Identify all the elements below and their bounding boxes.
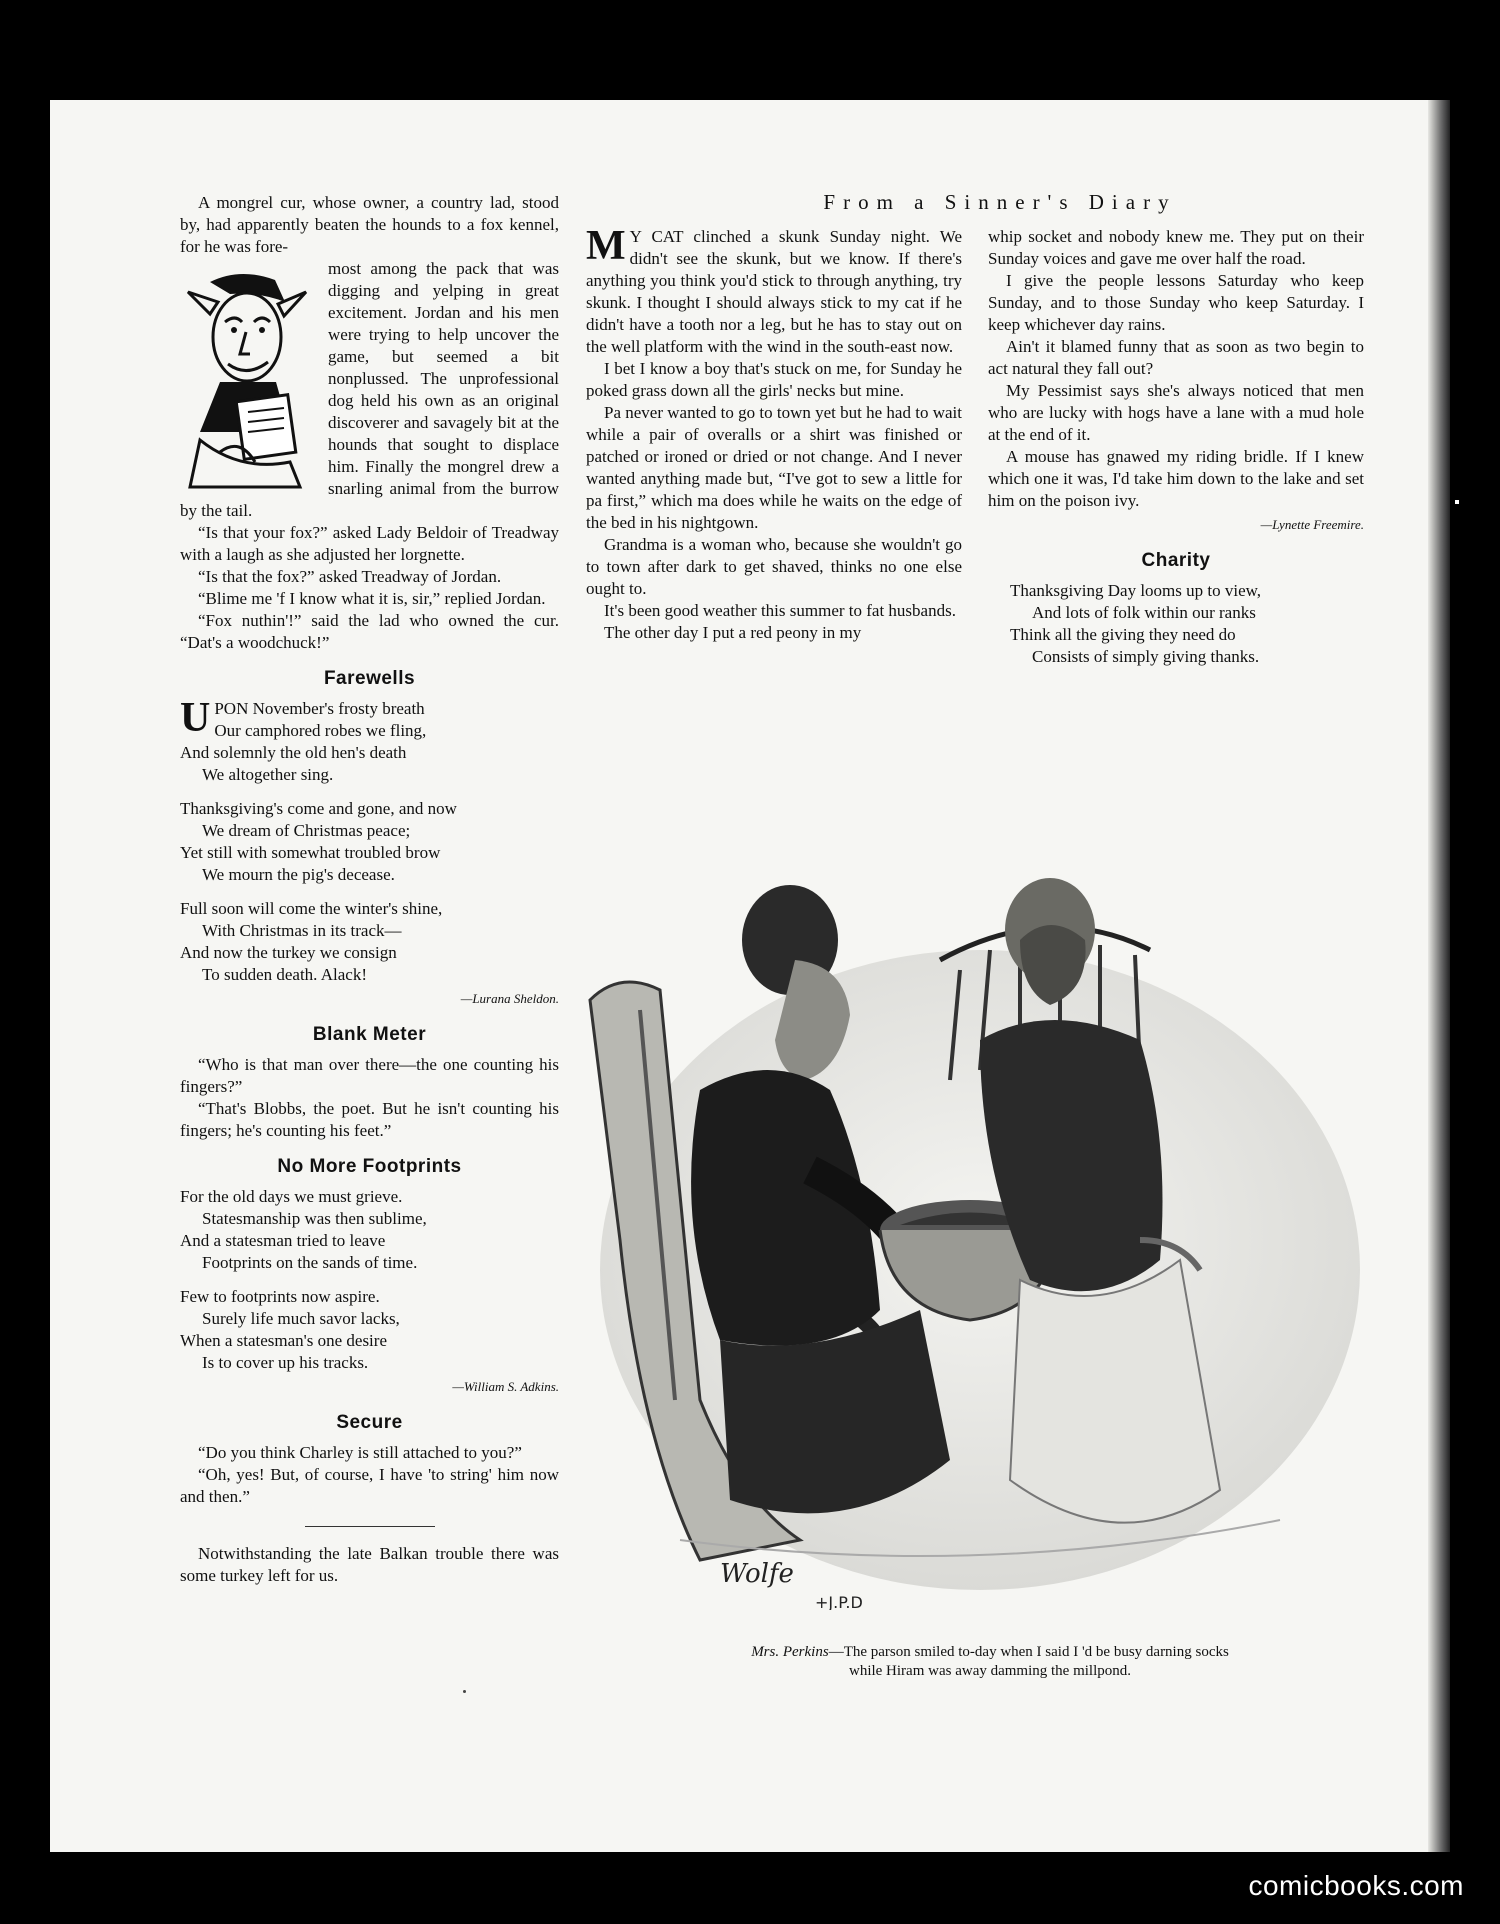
poem-line: Surely life much savor lacks, [202,1309,400,1328]
poem-line: With Christmas in its track— [202,921,402,940]
poem-charity [988,580,1364,668]
story-continued: most among the pack that was digging and yelping in great excitement. Jordan and his men were trying to help uncover the game, but seemed a bit nonplussed. The unprofessional dog held his own as an original discoverer and savagely bit at the hounds that sought to displace him. Finally the mongrel drew a snarling animal from the burrow by the tail. [180,259,559,520]
diary-paragraph: A mouse has gnawed my riding bridle. If I knew which one it was, I'd take him down to the lake and set him on the poison ivy. [988,447,1364,510]
diary-title: From a Sinner's Diary [823,190,1177,214]
secure-paragraph: “Oh, yes! But, of course, I have 'to string' him now and then.” [180,1465,559,1506]
signature: —Lurana Sheldon. [460,991,559,1006]
page-edge-shadow [1428,100,1450,1852]
illustration-caption [620,1643,1360,1681]
mongrel-story [180,192,559,522]
secure-paragraph: “Do you think Charley is still attached to you?” [198,1443,522,1462]
heading-blank-meter: Blank Meter [312,1024,427,1045]
caption-speaker: Mrs. Perkins [751,1644,829,1660]
poem-line: Think all the giving they need do [1010,625,1236,644]
poem-line: Full soon will come the winter's shine, [180,899,443,918]
story-paragraph: “Is that the fox?” asked Treadway of Jordan. [198,567,502,586]
poem-line: And solemnly the old hen's death [180,743,407,762]
poem-line: Few to footprints now aspire. [180,1287,380,1306]
diary-paragraph: The other day I put a red peony in my [604,623,862,642]
poem-line: When a statesman's one desire [180,1331,387,1350]
poem-line: Consists of simply giving thanks. [1032,647,1260,666]
poem-line: Thanksgiving's come and gone, and now [180,799,457,818]
blank-meter-paragraph: “That's Blobbs, the poet. But he isn't counting his fingers; he's counting his feet.” [180,1099,559,1140]
diary-paragraph: My Pessimist says she's always noticed that men who are lucky with hogs have a lane with a mud hole at the end of it. [988,381,1364,444]
caption-line-1: —The parson smiled to-day when I said I 'd be busy darning socks [828,1644,1229,1660]
dropcap: U [180,695,211,741]
heading-secure: Secure [336,1412,403,1433]
poem-line: Our camphored robes we fling, [214,721,427,740]
illustration-two-women-knitting [580,840,1365,1610]
heading-charity: Charity [1141,550,1211,571]
stanza [180,1286,559,1374]
poem-line: Footprints on the sands of time. [202,1253,418,1272]
poem-line: Is to cover up his tracks. [202,1353,369,1372]
diary-column-1 [586,223,962,644]
story-intro: A mongrel cur, whose owner, a country lad, stood by, had apparently beaten the hounds to a fox kennel, for he was fore- [180,193,559,256]
blank-meter-paragraph: “Who is that man over there—the one counting his fingers?” [180,1055,559,1096]
poem-line: For the old days we must grieve. [180,1187,403,1206]
poem-line: And lots of folk within our ranks [1032,603,1256,622]
diary-paragraph: It's been good weather this summer to fat husbands. [604,601,956,620]
divider [305,1526,435,1527]
stanza [180,1186,559,1274]
edge-mark [1455,500,1459,504]
illustration-signature: Wolfe [720,1559,794,1589]
poem-line: Statesmanship was then sublime, [202,1209,427,1228]
heading-no-more-footprints: No More Footprints [277,1156,462,1177]
diary-paragraph: I give the people lessons Saturday who keep Sunday, and to those Sunday who keep Saturday. I keep whichever day rains. [988,271,1364,334]
heading-farewells: Farewells [323,668,416,689]
poem-farewells [180,695,559,1010]
poem-line: And now the turkey we consign [180,943,397,962]
poem-line: We altogether sing. [202,765,334,784]
story-paragraph: “Blime me 'f I know what it is, sir,” replied Jordan. [198,589,546,608]
watermark: comicbooks.com [1248,1870,1464,1901]
poem-line: To sudden death. Alack! [202,965,367,984]
poem-line: Thanksgiving Day looms up to view, [1010,581,1262,600]
illustration-initials: +J.P.D [815,1593,863,1610]
diary-paragraph: I bet I know a boy that's stuck on me, for Sunday he poked grass down all the girls' necks but mine. [586,359,962,400]
poem-footprints [180,1186,559,1398]
stanza [180,695,559,786]
print-speck [463,1690,466,1693]
cartoon-man-reading-icon [180,262,314,494]
diary-column-2 [988,226,1364,668]
caption-line-2: while Hiram was away damming the millpond. [848,1663,1132,1679]
closing-paragraph: Notwithstanding the late Balkan trouble there was some turkey left for us. [180,1544,559,1585]
diary-paragraph: whip socket and nobody knew me. They put on their Sunday voices and gave me over half the road. [988,227,1364,268]
poem-line: We mourn the pig's decease. [202,865,395,884]
diary-paragraph: Grandma is a woman who, because she wouldn't go to town after dark to get shaved, thinks no one else ought to. [586,535,962,598]
stanza [180,898,559,986]
diary-paragraph: Pa never wanted to go to town yet but he had to wait while a pair of overalls or a shirt was finished or patched or ironed or dried or not change. And I never wanted anything made but, “I've got to sew a little for pa first,” which ma does while he waits on the edge of the bed in his nightgown. [586,403,962,532]
dropcap: M [586,223,626,269]
diary-paragraph: Ain't it blamed funny that as soon as two begin to act natural they fall out? [988,337,1364,378]
poem-line: We dream of Christmas peace; [202,821,411,840]
stanza [180,798,559,886]
poem-line: And a statesman tried to leave [180,1231,386,1250]
poem-line: PON November's frosty breath [214,699,425,718]
story-paragraph: “Is that your fox?” asked Lady Beldoir of Treadway with a laugh as she adjusted her lorgnette. [180,523,559,564]
diary-first-paragraph [586,223,962,358]
signature: —Lynette Freemire. [1260,517,1364,532]
diary-first-text: Y CAT clinched a skunk Sunday night. We didn't see the skunk, but we know. If there's anything you think you'd stick to through anything, try skunk. I thought I should always stick to my cat if he didn't have a tooth nor a leg, but he has to stay out on the well platform with the wind in the south-east now. [586,227,962,356]
left-column [180,192,559,1587]
signature: —William S. Adkins. [452,1379,559,1394]
poem-line: Yet still with somewhat troubled brow [180,843,441,862]
story-paragraph: “Fox nuthin'!” said the lad who owned the cur. “Dat's a woodchuck!” [180,611,559,652]
